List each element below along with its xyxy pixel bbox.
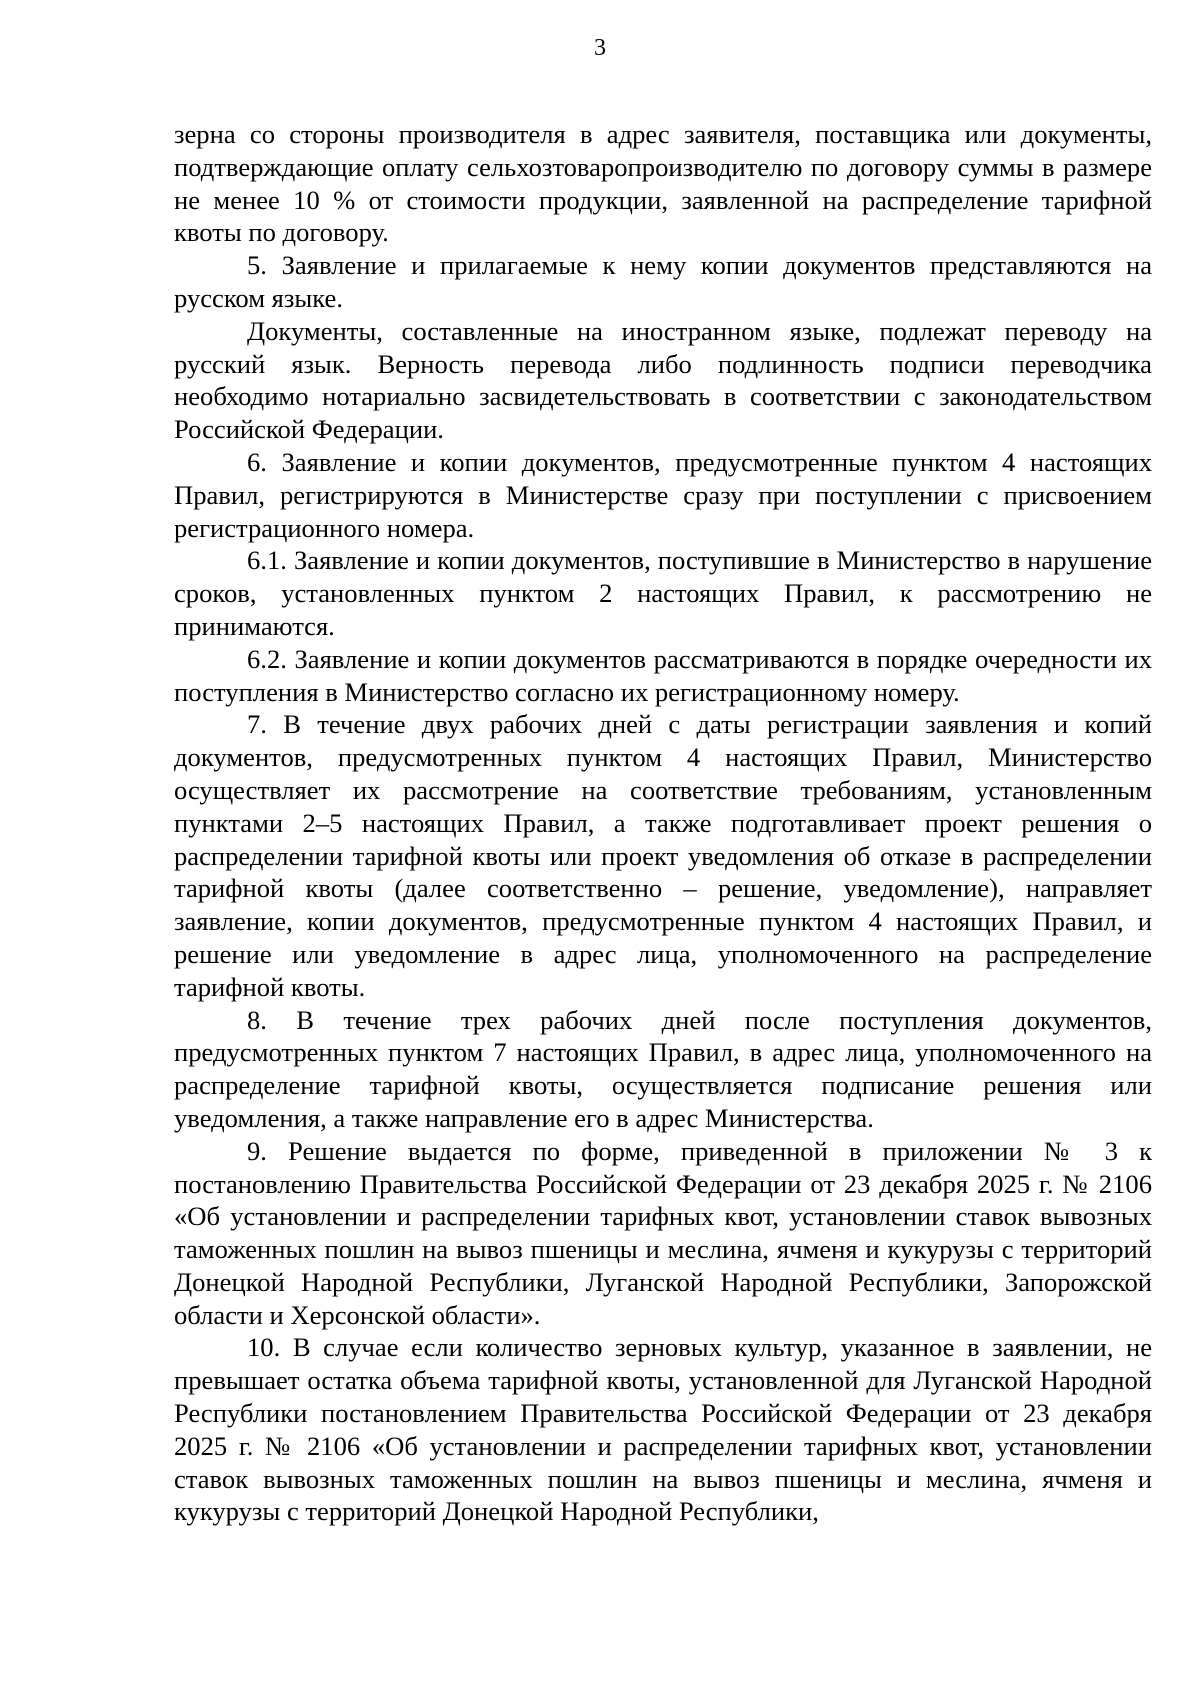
paragraph: 6. Заявление и копии документов, предусмотренные пунктом 4 настоящих Правил, регистрируются в Министерстве сразу при поступлении с присвоением регистрационного номера. xyxy=(174,446,1152,543)
paragraph: 5. Заявление и прилагаемые к нему копии документов представляются на русском языке. xyxy=(174,250,1152,313)
paragraph: 8. В течение трех рабочих дней после поступления документов, предусмотренных пунктом 7 настоящих Правил, в адрес лица, уполномоченного на распределение тарифной квоты, осуществляется подписание решения или уведомления, а также направление его в адрес Министерства. xyxy=(174,1004,1152,1133)
paragraph: 6.1. Заявление и копии документов, поступившие в Министерство в нарушение сроков, установленных пунктом 2 настоящих Правил, к рассмотрению не принимаются. xyxy=(174,545,1152,641)
document-body xyxy=(174,118,1152,1528)
paragraph: Документы, составленные на иностранном языке, подлежат переводу на русский язык. Верность перевода либо подлинность подписи переводчика необходимо нотариально засвидетельствовать в соответствии с законодательством Российской Федерации. xyxy=(174,315,1152,445)
paragraph: зерна со стороны производителя в адрес заявителя, поставщика или документы, подтверждающие оплату сельхозтоваропроизводителю по договору суммы в размере не менее 10 % от стоимости продукции, заявленной на распределение тарифной квоты по договору. xyxy=(174,119,1152,248)
paragraph: 6.2. Заявление и копии документов рассматриваются в порядке очередности их поступления в Министерство согласно их регистрационному номеру. xyxy=(174,643,1152,707)
paragraph: 9. Решение выдается по форме, приведенной в приложении № 3 к постановлению Правительства Российской Федерации от 23 декабря 2025 г. № 2106 «Об установлении и распределении тарифных квот, установлении ставок вывозных таможенных пошлин на вывоз пшеницы и меслина, ячменя и кукурузы с территорий Донецкой Народной Республики, Луганской Народной Республики, Запорожской области и Херсонской области». xyxy=(174,1135,1152,1330)
paragraph: 10. В случае если количество зерновых культур, указанное в заявлении, не превышает остатка объема тарифной квоты, установленной для Луганской Народной Республики постановлением Правительства Российской Федерации от 23 декабря 2025 г. № 2106 «Об установлении и распределении тарифных квот, установлении ставок вывозных таможенных пошлин на вывоз пшеницы и меслина, ячменя и кукурузы с территорий Донецкой Народной Республики, xyxy=(174,1332,1152,1527)
page-number: 3 xyxy=(594,35,606,61)
paragraph: 7. В течение двух рабочих дней с даты регистрации заявления и копий документов, предусмотренных пунктом 4 настоящих Правил, Министерство осуществляет их рассмотрение на соответствие требованиям, установленным пунктами 2–5 настоящих Правил, а также подготавливает проект решения о распределении тарифной квоты или проект уведомления об отказе в распределении тарифной квоты (далее соответственно – решение, уведомление), направляет заявление, копии документов, предусмотренные пунктом 4 настоящих Правил, и решение или уведомление в адрес лица, уполномоченного на распределение тарифной квоты. xyxy=(174,709,1152,1002)
